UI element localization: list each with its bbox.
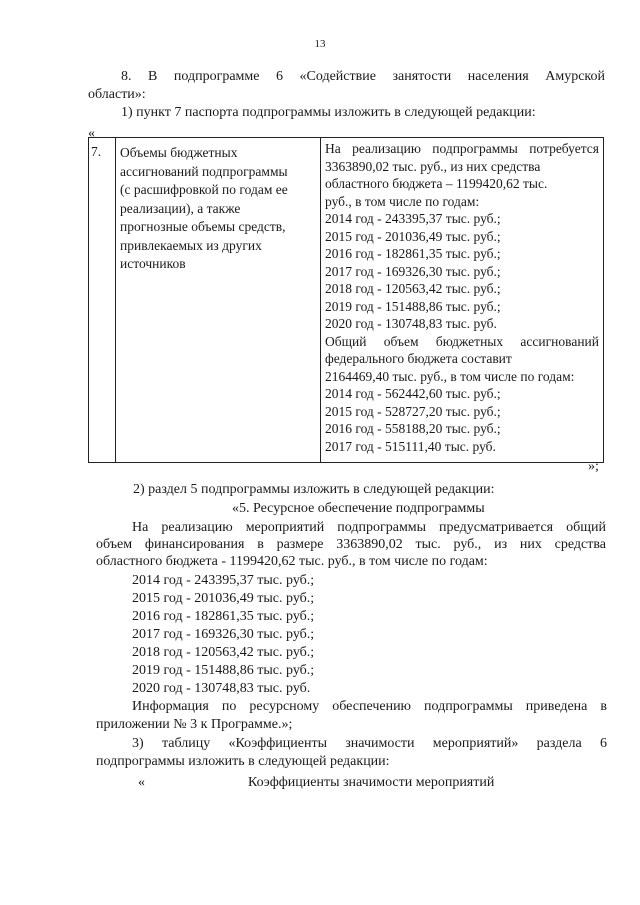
- row-value-cell: [321, 138, 604, 463]
- section2-p1-line1: На реализацию мероприятий подпрограммы предусматривается общий: [132, 520, 606, 535]
- name-line: Объемы бюджетных: [120, 145, 238, 160]
- value-line: 2014 год - 243395,37 тыс. руб.;: [325, 211, 501, 226]
- section2-intro: 2) раздел 5 подпрограммы изложить в следующей редакции:: [133, 482, 495, 497]
- row-number: 7.: [89, 138, 116, 463]
- item8-line1: 8. В подпрограмме 6 «Содействие занятости населения Амурской: [121, 69, 605, 84]
- value-line: 2017 год - 515111,40 тыс. руб.: [325, 438, 496, 454]
- year-line: 2017 год - 169326,30 тыс. руб.;: [132, 627, 315, 642]
- section2-heading: «5. Ресурсное обеспечение подпрограммы: [232, 501, 485, 516]
- section2-p2-line1: Информация по ресурсному обеспечению подпрограммы приведена в: [132, 699, 607, 714]
- table-close: »;: [588, 459, 599, 474]
- section2-p1-line3: областного бюджета - 1199420,62 тыс. руб., в том числе по годам:: [96, 554, 488, 569]
- name-line: прогнозные объемы средств,: [120, 219, 286, 234]
- section2-p2-line2: приложении № 3 к Программе.»;: [96, 717, 293, 732]
- name-line: (с расшифровкой по годам ее: [120, 182, 288, 197]
- item8-sub1: 1) пункт 7 паспорта подпрограммы изложить в следующей редакции:: [121, 105, 536, 120]
- section3-heading: Коэффициенты значимости мероприятий: [248, 775, 495, 790]
- value-line: федерального бюджета составит: [325, 351, 512, 366]
- year-line: 2015 год - 201036,49 тыс. руб.;: [132, 591, 315, 606]
- value-line: областного бюджета – 1199420,62 тыс.: [325, 176, 548, 191]
- value-line: 2018 год - 120563,42 тыс. руб.;: [325, 281, 501, 296]
- value-line: 2020 год - 130748,83 тыс. руб.: [325, 316, 497, 331]
- value-line: 2014 год - 562442,60 тыс. руб.;: [325, 386, 501, 401]
- value-line: руб., в том числе по годам:: [325, 193, 480, 209]
- value-line: 2019 год - 151488,86 тыс. руб.;: [325, 298, 501, 314]
- value-line: На реализацию подпрограммы потребуется: [325, 141, 599, 156]
- value-line: 2015 год - 201036,49 тыс. руб.;: [325, 228, 501, 244]
- value-line: 2015 год - 528727,20 тыс. руб.;: [325, 403, 501, 419]
- section3-line2: подпрограммы изложить в следующей редакции:: [96, 754, 390, 769]
- item8-line2: области»:: [88, 87, 146, 102]
- value-line: 2164469,40 тыс. руб., в том числе по годам:: [325, 368, 575, 384]
- year-line: 2014 год - 243395,37 тыс. руб.;: [132, 573, 315, 588]
- section3-quote-open: «: [138, 775, 145, 790]
- section2-p1-line2: объем финансирования в размере 3363890,02 тыс. руб., из них средства: [96, 537, 606, 552]
- row-name-cell: [116, 138, 321, 463]
- table-row: [89, 138, 604, 463]
- year-line: 2016 год - 182861,35 тыс. руб.;: [132, 609, 315, 624]
- year-line: 2018 год - 120563,42 тыс. руб.;: [132, 645, 315, 660]
- page-number: 13: [314, 38, 326, 50]
- value-line: 2017 год - 169326,30 тыс. руб.;: [325, 263, 501, 279]
- quote-open: «: [88, 126, 95, 141]
- year-line: 2019 год - 151488,86 тыс. руб.;: [132, 663, 315, 678]
- name-line: привлекаемых из других: [120, 237, 262, 253]
- value-line: Общий объем бюджетных ассигнований: [325, 333, 599, 349]
- year-line: 2020 год - 130748,83 тыс. руб.: [132, 681, 311, 696]
- value-line: 2016 год - 182861,35 тыс. руб.;: [325, 246, 501, 261]
- name-line: ассигнований подпрограммы: [120, 163, 288, 179]
- name-line: источников: [120, 256, 186, 271]
- value-line: 3363890,02 тыс. руб., из них средства: [325, 158, 541, 174]
- name-line: реализации), а также: [120, 200, 241, 216]
- passport-table: [88, 137, 604, 463]
- value-line: 2016 год - 558188,20 тыс. руб.;: [325, 421, 501, 436]
- section3-line1: 3) таблицу «Коэффициенты значимости мероприятий» раздела 6: [132, 736, 607, 751]
